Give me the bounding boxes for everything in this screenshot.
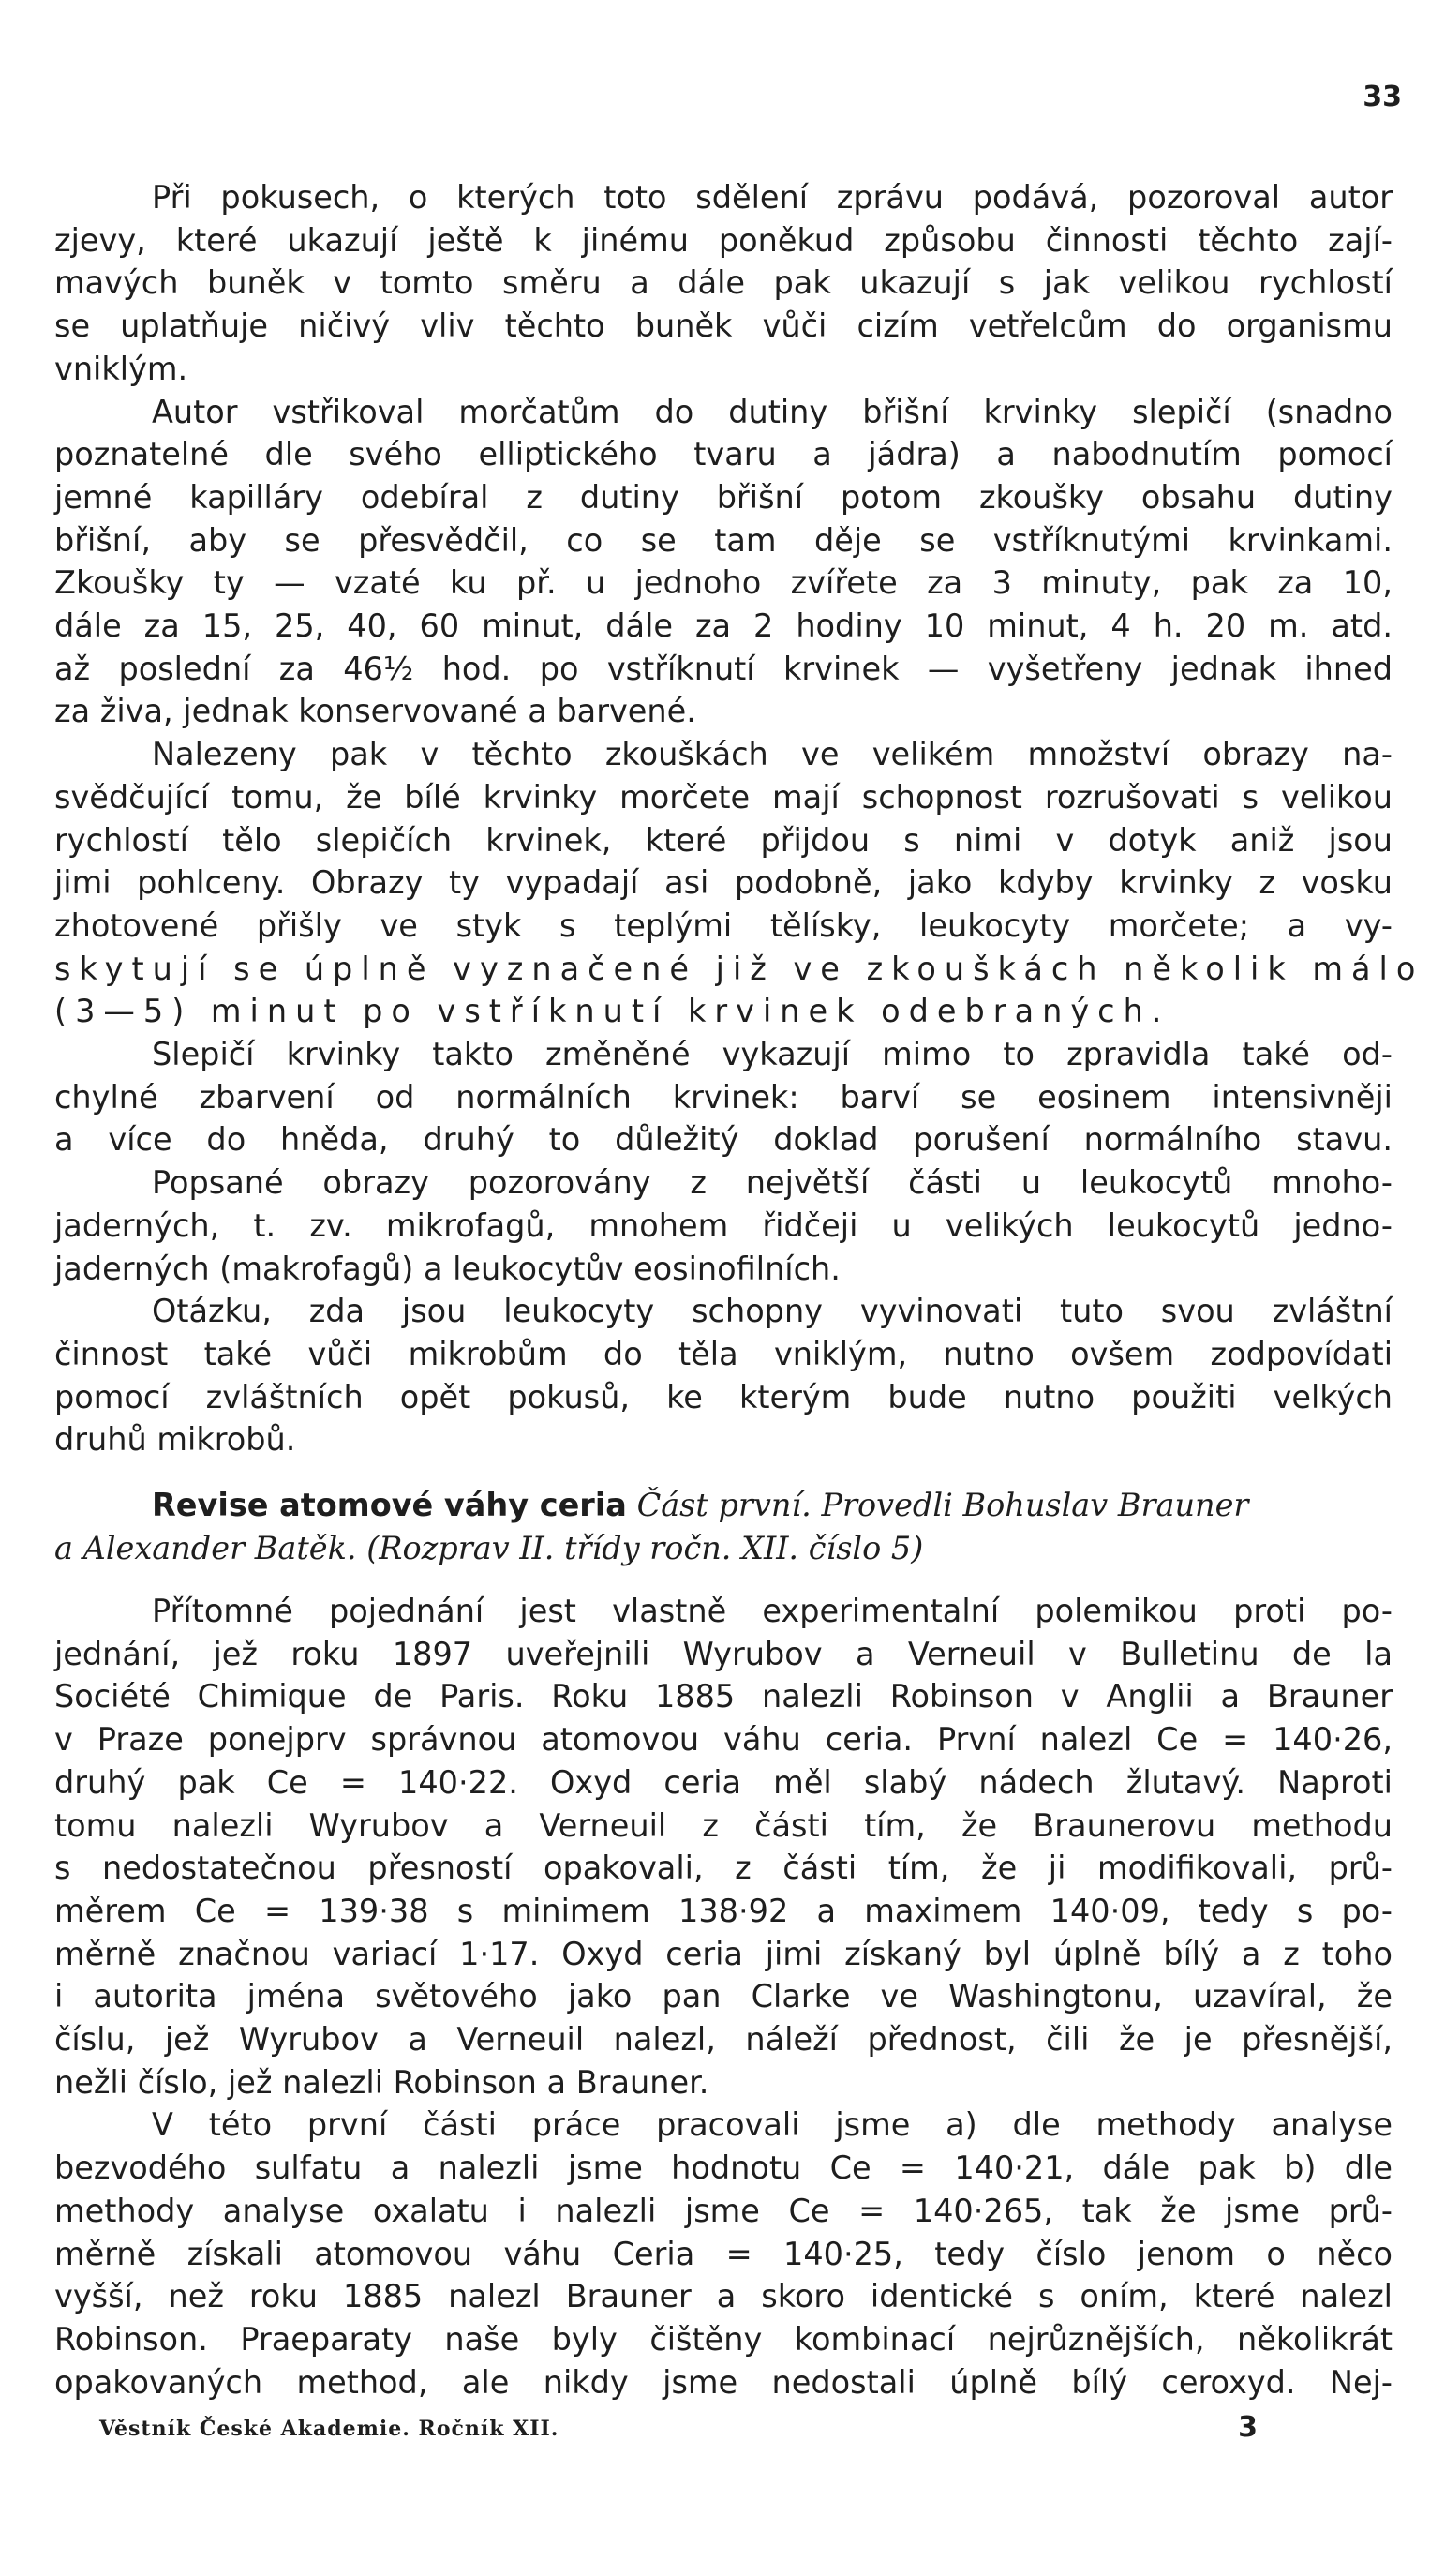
text-line: rychlostí tělo slepičích krvinek, které přijdou s nimi v dotyk aniž jsou	[54, 821, 1393, 859]
text-line: měrně získali atomovou váhu Ceria = 140·25, tedy číslo jenom o něco	[54, 2235, 1393, 2272]
text-line: opakovaných method, ale nikdy jsme nedostali úplně bílý ceroxyd. Nej-	[54, 2363, 1393, 2401]
text-line: vniklým.	[54, 350, 188, 387]
text-line: se uplatňuje ničivý vliv těchto buněk vůči cizím vetřelcům do organismu	[54, 307, 1393, 345]
text-line: jaderných (makrofagů) a leukocytův eosinofilních.	[54, 1250, 841, 1287]
text-line: jaderných, t. zv. mikrofagů, mnohem řidčeji u velikých leukocytů jedno-	[54, 1206, 1393, 1244]
text-line: činnost také vůči mikrobům do těla vniklým, nutno ovšem zodpovídati	[54, 1335, 1393, 1372]
text-line: svědčující tomu, že bílé krvinky morčete mají schopnost rozrušovati s velikou	[54, 778, 1393, 816]
text-line: druhý pak Ce = 140·22. Oxyd ceria měl slabý nádech žlutavý. Naproti	[54, 1763, 1393, 1801]
text-line: Autor vstřikoval morčatům do dutiny břišní krvinky slepičí (snadno	[152, 393, 1393, 430]
sheet-number: 3	[1238, 2411, 1258, 2444]
text-line: methody analyse oxalatu i nalezli jsme Ce = 140·265, tak že jsme prů-	[54, 2192, 1393, 2229]
text-line: Robinson. Praeparaty naše byly čištěny kombinací nejrůznějších, několikrát	[54, 2320, 1393, 2358]
text-line: druhů mikrobů.	[54, 1421, 296, 1459]
text-line: s nedostatečnou přesností opakovali, z části tím, že ji modifikovali, prů-	[54, 1850, 1393, 1887]
text-line: zhotovené přišly ve styk s teplými tělísky, leukocyty morčete; a vy-	[54, 906, 1393, 944]
text-line: skytují se úplně vyznačené již ve zkouškách několik málo	[54, 950, 1424, 987]
section-2	[54, 1590, 1393, 2404]
page-number: 33	[1363, 81, 1402, 113]
text-line: (3—5) minut po vstříknutí krvinek odebraných.	[54, 993, 1170, 1030]
text-line: až poslední za 46½ hod. po vstříknutí krvinek — vyšetřeny jednak ihned	[54, 650, 1393, 687]
text-line: Přítomné pojednání jest vlastně experimentalní polemikou proti po-	[152, 1593, 1393, 1629]
text-line: číslu, jež Wyrubov a Verneuil nalezl, náleží přednost, čili že je přesnější,	[54, 2021, 1393, 2059]
heading-line-2: a Alexander Batěk. (Rozprav II. třídy ročn. XII. číslo 5)	[54, 1529, 924, 1566]
text-line: tomu nalezli Wyrubov a Verneuil z části tím, že Braunerovu methodu	[54, 1806, 1393, 1844]
text-line: dále za 15, 25, 40, 60 minut, dále za 2 hodiny 10 minut, 4 h. 20 m. atd.	[54, 607, 1393, 645]
text-line: jednání, jež roku 1897 uveřejnili Wyrubov a Verneuil v Bulletinu de la	[54, 1635, 1393, 1672]
text-line: vyšší, než roku 1885 nalezl Brauner a skoro identické s oním, které nalezl	[54, 2278, 1393, 2315]
text-line: Société Chimique de Paris. Roku 1885 nalezli Robinson v Anglii a Brauner	[54, 1678, 1393, 1715]
text-line: bezvodého sulfatu a nalezli jsme hodnotu Ce = 140·21, dále pak b) dle	[54, 2149, 1393, 2187]
text-line: měrně značnou variací 1·17. Oxyd ceria jimi získaný byl úplně bílý a z toho	[54, 1935, 1393, 1972]
text-line: V této první části práce pracovali jsme a) dle methody analyse	[152, 2106, 1393, 2144]
text-line: v Praze ponejprv správnou atomovou váhu ceria. První nalezl Ce = 140·26,	[54, 1721, 1393, 1759]
article-title: Revise atomové váhy ceria	[152, 1487, 627, 1523]
text-line: pomocí zvláštních opět pokusů, ke kterým bude nutno použiti velkých	[54, 1378, 1393, 1415]
section-1	[54, 176, 1424, 1461]
heading-line-1	[54, 1484, 1393, 1527]
text-line: Otázku, zda jsou leukocyty schopny vyvinovati tuto svou zvláštní	[152, 1293, 1393, 1330]
text-line: Zkoušky ty — vzaté ku př. u jednoho zvířete za 3 minuty, pak za 10,	[54, 564, 1393, 602]
text-line: i autorita jména světového jako pan Clarke ve Washingtonu, uzavíral, že	[54, 1978, 1393, 2015]
text-line: poznatelné dle svého elliptického tvaru a jádra) a nabodnutím pomocí	[54, 436, 1393, 473]
text-line: Nalezeny pak v těchto zkouškách ve velikém množství obrazy na-	[152, 736, 1393, 773]
text-line: nežli číslo, jež nalezli Robinson a Brauner.	[54, 2063, 709, 2101]
article-heading	[54, 1484, 1393, 1569]
text-line: jimi pohlceny. Obrazy ty vypadají asi podobně, jako kdyby krvinky z vosku	[54, 864, 1393, 902]
text-line: Popsané obrazy pozorovány z největší části u leukocytů mnoho-	[152, 1164, 1393, 1202]
article-subtitle: Část první. Provedli Bohuslav Brauner	[636, 1487, 1249, 1523]
text-line: zjevy, které ukazují ještě k jinému poněkud způsobu činnosti těchto zají-	[54, 221, 1393, 259]
text-line: břišní, aby se přesvědčil, co se tam děje se vstříknutými krvinkami.	[54, 521, 1393, 559]
text-line: Při pokusech, o kterých toto sdělení zprávu podává, pozoroval autor	[152, 179, 1393, 216]
text-line: za živa, jednak konservované a barvené.	[54, 693, 696, 730]
text-line: měrem Ce = 139·38 s minimem 138·92 a maximem 140·09, tedy s po-	[54, 1892, 1393, 1929]
text-line: Slepičí krvinky takto změněné vykazují mimo to zpravidla také od-	[152, 1036, 1393, 1073]
text-line: jemné kapilláry odebíral z dutiny břišní potom zkoušky obsahu dutiny	[54, 478, 1393, 516]
text-line: a více do hněda, druhý to důležitý doklad porušení normálního stavu.	[54, 1121, 1393, 1159]
text-line: mavých buněk v tomto směru a dále pak ukazují s jak velikou rychlostí	[54, 264, 1393, 302]
journal-footer: Věstník České Akademie. Ročník XII.	[99, 2417, 559, 2441]
text-line: chylné zbarvení od normálních krvinek: barví se eosinem intensivněji	[54, 1078, 1393, 1116]
